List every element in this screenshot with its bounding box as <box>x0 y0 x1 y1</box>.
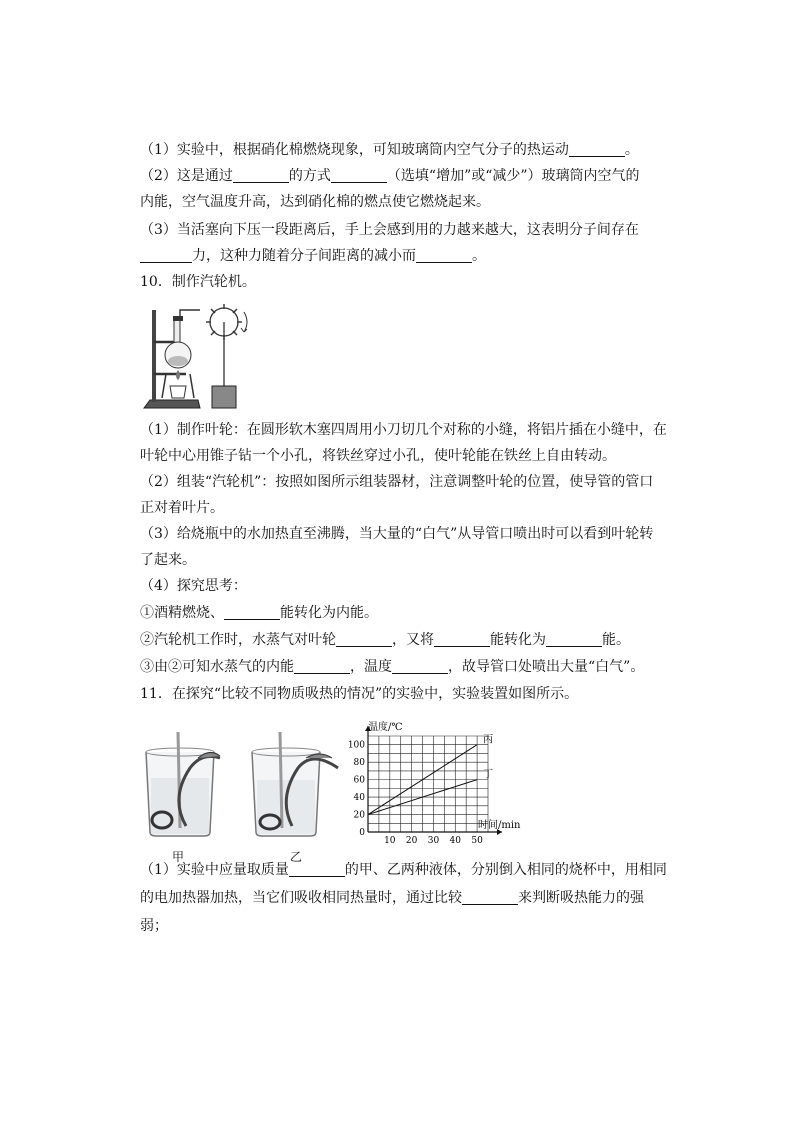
q9-part1-text: （1）实验中，根据硝化棉燃烧现象，可知玻璃筒内空气分子的热运动 <box>140 142 569 158</box>
q10-think3: ③由②可知水蒸气的内能 ，温度 ，故导管口处喷出大量“白气”。 <box>140 659 645 675</box>
y-tick-label: 100 <box>347 740 365 751</box>
y-tick-label: 0 <box>359 828 365 838</box>
temperature-time-chart <box>340 716 540 846</box>
beaker-jia-figure <box>140 728 224 840</box>
y-tick-label: 40 <box>353 793 365 804</box>
q10-step2-cont: 正对着叶片。 <box>140 500 224 516</box>
q9-part2-cont: 内能，空气温度升高，达到硝化棉的燃点使它燃烧起来。 <box>140 194 490 210</box>
series-label: 丁 <box>483 769 494 781</box>
q11-part1: （1）实验中应量取质量 的甲、乙两种液体，分别倒入相同的烧杯中，用相同 <box>140 862 667 878</box>
y-tick-label: 20 <box>353 810 365 821</box>
q10-think1: ①酒精燃烧、 能转化为内能。 <box>140 605 378 621</box>
answer-blank[interactable] <box>416 248 472 263</box>
answer-blank[interactable] <box>546 632 602 647</box>
q11-title: 11．在探究“比较不同物质吸热的情况”的实验中，实验装置如图所示。 <box>140 686 579 702</box>
series-label: 丙 <box>483 734 494 746</box>
q9-part1: （1）实验中，根据硝化棉燃烧现象，可知玻璃筒内空气分子的热运动 。 <box>140 142 639 158</box>
answer-blank[interactable] <box>336 632 392 647</box>
q11-part1-end: 弱； <box>140 918 168 934</box>
answer-blank[interactable] <box>392 659 448 674</box>
q10-step3: （3）给烧瓶中的水加热直至沸腾，当大量的“白气”从导管口喷出时可以看到叶轮转 <box>140 526 654 542</box>
q10-step4: （4）探究思考： <box>140 578 247 594</box>
answer-blank[interactable] <box>294 659 350 674</box>
q10-step3-cont: 了起来。 <box>140 552 196 568</box>
answer-blank[interactable] <box>434 632 490 647</box>
q9-part3: （3）当活塞向下压一段距离后，手上会感到用的力越来越大，这表明分子间存在 <box>140 222 639 238</box>
q9-part2: （2）这是通过 的方式 （选填“增加”或“减少”）玻璃筒内空气的 <box>140 168 640 184</box>
answer-blank[interactable] <box>462 890 518 905</box>
q10-step1: （1）制作叶轮：在圆形软木塞四周用小刀切几个对称的小缝，将铝片插在小缝中，在 <box>140 422 667 438</box>
answer-blank[interactable] <box>289 862 345 877</box>
x-axis-label: 时间/min <box>478 820 521 831</box>
y-tick-label: 80 <box>353 758 365 769</box>
answer-blank[interactable] <box>233 168 289 183</box>
y-tick-label: 60 <box>353 775 365 786</box>
beaker-yi-figure <box>246 728 342 840</box>
figure-label-yi: 乙 <box>290 850 303 864</box>
chart-series <box>368 734 493 815</box>
x-tick-label: 10 <box>384 836 396 846</box>
q10-step2: （2）组装“汽轮机”：按照如图所示组装器材，注意调整叶轮的位置，使导管的管口 <box>140 474 654 490</box>
figure-label-jia: 甲 <box>172 850 185 864</box>
q10-think2: ②汽轮机工作时，水蒸气对叶轮 ，又将 能转化为 能。 <box>140 632 630 648</box>
answer-blank[interactable] <box>140 248 192 263</box>
answer-blank[interactable] <box>224 605 280 620</box>
x-tick-label: 50 <box>471 836 483 846</box>
q11-part1-cont: 的电加热器加热，当它们吸收相同热量时，通过比较 来判断吸热能力的强 <box>140 890 644 906</box>
x-tick-label: 20 <box>405 836 418 846</box>
x-tick-label: 30 <box>427 836 440 846</box>
steam-turbine-figure <box>140 300 262 412</box>
q10-title: 10．制作汽轮机。 <box>140 274 256 290</box>
q10-step1-cont: 叶轮中心用锥子钻一个小孔，将铁丝穿过小孔，使叶轮能在铁丝上自由转动。 <box>140 448 616 464</box>
answer-blank[interactable] <box>331 168 387 183</box>
y-axis-label: 温度/℃ <box>368 722 403 733</box>
q9-part3-cont: 力，这种力随着分子间距离的减小而 。 <box>140 246 486 266</box>
answer-blank[interactable] <box>569 142 625 157</box>
chart-grid <box>368 736 488 832</box>
x-tick-label: 40 <box>449 836 461 846</box>
